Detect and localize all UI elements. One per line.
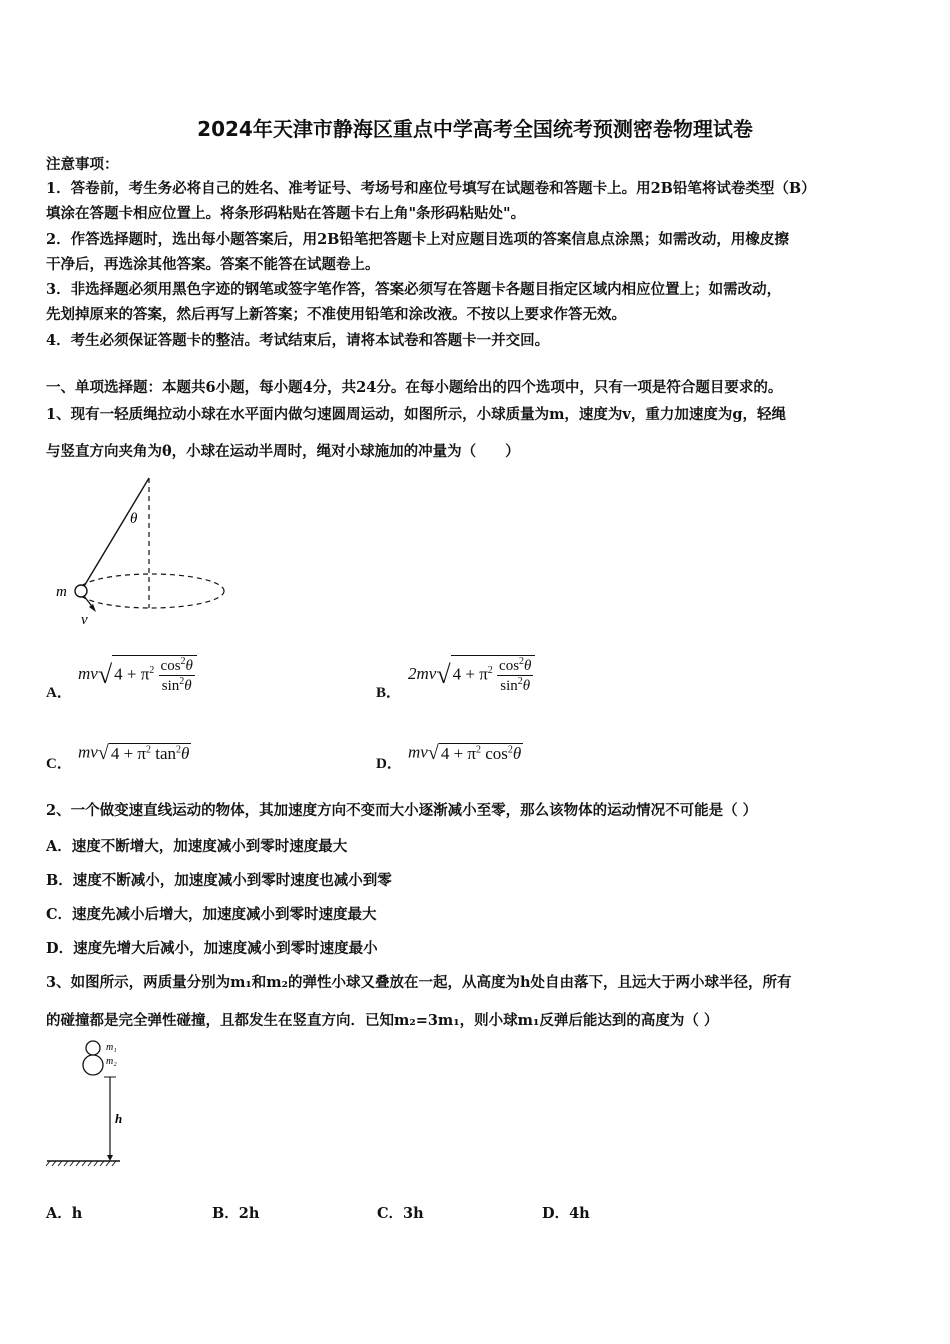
q3-fig-m1: m₁ [106, 1042, 117, 1053]
q1-option-d-formula: mv√ $4 + \pi^2$ $\cos^2\theta$ [408, 742, 522, 764]
q3-option-d: D．4h [542, 1205, 590, 1222]
q3-option-c: C．3h [377, 1205, 424, 1222]
notice-heading: 注意事项： [46, 156, 119, 173]
q1-fig-m: m [56, 584, 67, 600]
q3-option-b: B．2h [212, 1205, 260, 1222]
q1-option-a-formula: mv√ $4 + \pi^2$ $\frac{\cos^2\theta}{\sin^2\theta}$ [78, 655, 197, 695]
page-title: 2024年天津市静海区重点中学高考全国统考预测密卷物理试卷 [197, 117, 753, 141]
q1-option-b-formula: 2mv√ $4 + \pi^2$ $\frac{\cos^2\theta}{\sin^2\theta}$ [408, 655, 535, 695]
notice-line-6: 先划掉原来的答案，然后再写上新答案；不准使用铅笔和涂改液。不按以上要求作答无效。 [46, 306, 626, 323]
q1-stem-line-2: 与竖直方向夹角为θ，小球在运动半周时，绳对小球施加的冲量为（ ） [46, 443, 520, 460]
q1-option-c-label: C． [46, 756, 72, 772]
q3-fig-h: h [115, 1111, 123, 1126]
notice-line-3: 2．作答选择题时，选出每小题答案后，用2B铅笔把答题卡上对应题目选项的答案信息点涂黑；如需改动，用橡皮擦 [46, 231, 789, 248]
q3-stacked-balls-figure [44, 1035, 134, 1170]
q1-option-c-formula: mv√ $4 + \pi^2$ $\tan^2\theta$ [78, 742, 190, 764]
q2-option-c: C．速度先减小后增大，加速度减小到零时速度最大 [46, 906, 377, 923]
section-heading: 一、单项选择题：本题共6小题，每小题4分，共24分。在每小题给出的四个选项中，只有一项是符合题目要求的。 [46, 379, 783, 396]
q1-option-b-label: B． [376, 685, 402, 701]
q3-option-a: A．h [46, 1205, 83, 1222]
q3-stem-line-2: 的碰撞都是完全弹性碰撞，且都发生在竖直方向．已知m₂=3m₁，则小球m₁反弹后能达到的高度为（ ） [46, 1012, 719, 1029]
q1-fig-theta: θ [130, 511, 138, 527]
notice-line-5: 3．非选择题必须用黑色字迹的钢笔或签字笔作答，答案必须写在答题卡各题目指定区域内相应位置上；如需改动， [46, 281, 782, 298]
q2-option-b: B．速度不断减小，加速度减小到零时速度也减小到零 [46, 872, 392, 889]
q2-stem: 2、一个做变速直线运动的物体，其加速度方向不变而大小逐渐减小至零，那么该物体的运动情况不可能是（ ） [46, 802, 758, 819]
q3-fig-m2: m₂ [106, 1056, 117, 1067]
q1-stem-line-1: 1、现有一轻质绳拉动小球在水平面内做匀速圆周运动，如图所示，小球质量为m，速度为v，重力加速度为g，轻绳 [46, 406, 786, 423]
q1-option-a-label: A． [46, 685, 72, 701]
q3-stem-line-1: 3、如图所示，两质量分别为m₁和m₂的弹性小球又叠放在一起，从高度为h处自由落下，且远大于两小球半径，所有 [46, 974, 792, 991]
notice-line-7: 4．考生必须保证答题卡的整洁。考试结束后，请将本试卷和答题卡一并交回。 [46, 332, 550, 349]
notice-line-2: 填涂在答题卡相应位置上。将条形码粘贴在答题卡右上角"条形码粘贴处"。 [46, 205, 526, 222]
q2-option-a: A．速度不断增大，加速度减小到零时速度最大 [46, 838, 348, 855]
q1-option-d-label: D． [376, 756, 402, 772]
notice-line-1: 1．答卷前，考生务必将自己的姓名、准考证号、考场号和座位号填写在试题卷和答题卡上。用2B铅笔将试卷类型（B） [46, 180, 816, 197]
notice-line-4: 干净后，再选涂其他答案。答案不能答在试题卷上。 [46, 256, 380, 273]
q2-option-d: D．速度先增大后减小，加速度减小到零时速度最小 [46, 940, 378, 957]
q1-conical-pendulum-figure [50, 470, 240, 630]
q1-fig-v: v [81, 612, 88, 628]
